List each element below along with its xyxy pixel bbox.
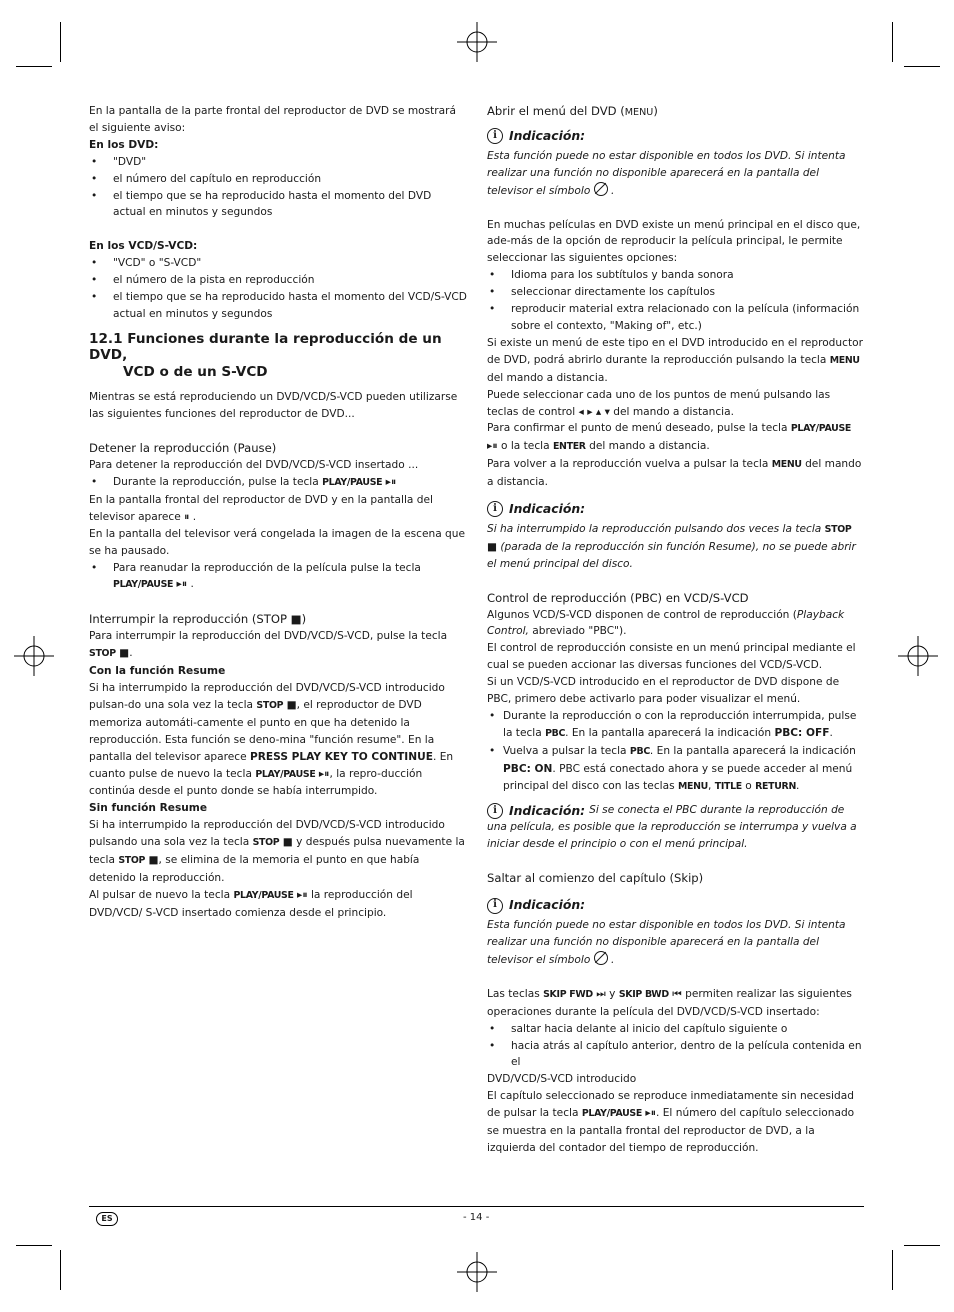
pbc-text: Si un VCD/S-VCD introducido en el reproductor de DVD dispone de PBC, primero debe activarlo para poder visualizar el menú. xyxy=(487,676,840,706)
note-text: Si ha interrumpido la reproducción pulsando dos veces la tecla STOP ■ (parada de la reproducción sin función Resume), no se puede abrir el menú principal del disco. xyxy=(487,522,856,570)
menu-heading: Abrir el menú del DVD (MENU) xyxy=(487,104,658,118)
menu-text: Puede seleccionar cada uno de los puntos de menú pulsando las teclas de control ◂ ▸ ▴ ▾ del mando a distancia. xyxy=(487,388,831,418)
skip-text: DVD/VCD/S-VCD introducido xyxy=(487,1073,637,1086)
dvd-heading: En los DVD: xyxy=(89,138,159,151)
info-icon: i xyxy=(487,803,503,819)
crop-mark xyxy=(60,1250,61,1290)
right-column xyxy=(487,103,864,1157)
stop-icon: ■ xyxy=(286,698,297,711)
list-item: • Para reanudar la reproducción de la película pulse la tecla PLAY/PAUSE ▸⏸ . xyxy=(89,560,467,595)
list-item: • Vuelva a pulsar la tecla PBC. En la pantalla aparecerá la indicación PBC: ON. PBC está conectado ahora y se puede acceder al menú principal del disco con las teclas MENU, TITLE o RETURN. xyxy=(487,743,864,796)
crop-mark xyxy=(16,66,52,67)
menu-text: Para confirmar el punto de menú deseado, pulse la tecla PLAY/PAUSE ▸⏸ o la tecla ENTER del mando a distancia. xyxy=(487,422,852,453)
crop-mark xyxy=(16,1245,52,1246)
note-inline: i Indicación: Si se conecta el PBC durante la reproducción de una película, es posible que la reproducción se interrumpa y vuelva a iniciar desde el principio o con el menú principal. xyxy=(487,802,857,851)
list-item: • hacia atrás al capítulo anterior, dentro de la película contenida en el xyxy=(487,1038,864,1072)
note-heading: i Indicación: xyxy=(487,501,864,518)
note-heading: i Indicación: xyxy=(487,128,864,145)
footer-divider xyxy=(89,1206,864,1207)
again-text: Al pulsar de nuevo la tecla PLAY/PAUSE ▸⏸ la reproducción del DVD/VCD/ S-VCD insertado comienza desde el principio. xyxy=(89,888,413,919)
stop-text: Para interrumpir la reproducción del DVD/VCD/S-VCD, pulse la tecla STOP ■. xyxy=(89,630,448,660)
arrow-keys-icon: ◂ ▸ ▴ ▾ xyxy=(578,405,610,418)
vcd-heading: En los VCD/S-VCD: xyxy=(89,240,198,253)
skip-text: Las teclas SKIP FWD ⏭ y SKIP BWD ⏮ permiten realizar las siguientes operaciones durante la película del DVD/VCD/S-VCD insertado: xyxy=(487,987,852,1018)
crop-mark xyxy=(892,22,893,62)
pause-text: En la pantalla del televisor verá congelada la imagen de la escena que se ha pausado. xyxy=(89,527,466,557)
note-text: Esta función puede no estar disponible en todos los DVD. Si intenta realizar una función no disponible aparecerá en la pantalla del televisor el símbolo . xyxy=(487,919,846,966)
registration-mark-icon xyxy=(457,22,497,62)
menu-text: Si existe un menú de este tipo en el DVD introducido en el reproductor de DVD, podrá abrirlo durante la reproducción pulsando la tecla MENU del mando a distancia. xyxy=(487,336,863,384)
play-pause-icon: ▸⏸ xyxy=(297,888,308,901)
prohibited-icon xyxy=(594,182,608,196)
prohibited-icon xyxy=(594,951,608,965)
info-icon: i xyxy=(487,501,503,517)
pbc-text: Algunos VCD/S-VCD disponen de control de reproducción (Playback Control, abreviado "PBC"). xyxy=(487,608,845,638)
note-text: Esta función puede no estar disponible en todos los DVD. Si intenta realizar una función no disponible aparecerá en la pantalla del televisor el símbolo . xyxy=(487,149,846,197)
stop-icon: ■ xyxy=(487,540,498,553)
section-intro: Mientras se está reproduciendo un DVD/VCD/S-VCD pueden utilizarse las siguientes funciones del reproductor de DVD... xyxy=(89,391,458,421)
note-heading: i Indicación: xyxy=(487,897,864,914)
pause-heading: Detener la reproducción (Pause) xyxy=(89,441,277,456)
list-item: • Idioma para los subtítulos y banda sonora xyxy=(487,267,864,284)
crop-mark xyxy=(904,66,940,67)
noresume-text: Si ha interrumpido la reproducción del DVD/VCD/S-VCD introducido pulsando una sola vez la tecla STOP ■ y después pulsa nuevamente la tecla STOP ■, se elimina de la memoria el punto en que había detenido la reproducción. xyxy=(89,819,465,884)
crop-mark xyxy=(892,1250,893,1290)
stop-icon: ■ xyxy=(282,836,293,849)
list-item: • el tiempo que se ha reproducido hasta el momento del VCD/S-VCD actual en minutos y segundos xyxy=(89,289,467,323)
skip-forward-icon: ⏭ xyxy=(596,987,606,1000)
language-badge: ES xyxy=(96,1212,118,1226)
list-item: • Durante la reproducción, pulse la tecla PLAY/PAUSE ▸⏸ xyxy=(89,474,467,492)
menu-text: Para volver a la reproducción vuelva a pulsar la tecla MENU del mando a distancia. xyxy=(487,458,862,489)
left-column xyxy=(89,103,467,922)
registration-mark-icon xyxy=(898,636,938,676)
pause-icon: ⏸ xyxy=(184,510,190,523)
list-item: • seleccionar directamente los capítulos xyxy=(487,284,864,301)
info-icon: i xyxy=(487,128,503,144)
info-icon: i xyxy=(487,898,503,914)
page-number: - 14 - xyxy=(463,1212,490,1223)
list-item: • "DVD" xyxy=(89,154,467,171)
stop-icon: ■ xyxy=(119,647,130,660)
crop-mark xyxy=(904,1245,940,1246)
stop-icon: ■ xyxy=(290,612,302,627)
registration-mark-icon xyxy=(457,1252,497,1292)
stop-icon: ■ xyxy=(148,854,159,867)
skip-text: El capítulo seleccionado se reproduce inmediatamente sin necesidad de pulsar la tecla PLAY/PAUSE ▸⏸. El número del capítulo seleccionado se muestra en la pantalla frontal del reproductor de DVD, a la izquierda del contador del tiempo de reproducción. xyxy=(487,1090,855,1154)
skip-backward-icon: ⏮ xyxy=(672,987,682,1000)
skip-heading: Saltar al comienzo del capítulo (Skip) xyxy=(487,871,704,886)
play-pause-icon: ▸⏸ xyxy=(318,767,330,780)
play-pause-icon: ▸⏸ xyxy=(176,578,188,591)
pause-text: En la pantalla frontal del reproductor de DVD y en la pantalla del televisor aparece ⏸ . xyxy=(89,493,433,523)
play-pause-icon: ▸⏸ xyxy=(487,440,498,453)
pbc-heading: Control de reproducción (PBC) en VCD/S-VCD xyxy=(487,590,749,605)
pause-text: Para detener la reproducción del DVD/VCD/S-VCD insertado ... xyxy=(89,459,419,472)
stop-heading: Interrumpir la reproducción (STOP ■) xyxy=(89,612,307,627)
pbc-text: El control de reproducción consiste en un menú principal mediante el cual se pueden accionar las diversas funciones del VCD/S-VCD. xyxy=(487,642,856,672)
list-item: • reproducir material extra relacionado con la película (información sobre el contexto, "Making of", etc.) xyxy=(487,301,864,335)
list-item: • el número del capítulo en reproducción xyxy=(89,171,467,188)
play-pause-icon: ▸⏸ xyxy=(385,476,397,488)
resume-text: Si ha interrumpido la reproducción del DVD/VCD/S-VCD introducido pulsan-do una sola vez la tecla STOP ■, el reproductor de DVD memoriza automáti-camente el punto en que ha detenido la reproducción. Esta función se deno-mina "función resume". En la pantalla del televisor aparece PRESS PLAY KEY TO CONTINUE. En cuanto pulse de nuevo la tecla PLAY/PAUSE ▸⏸, la repro-ducción continúa desde el punto donde se había interrumpido. xyxy=(89,681,454,798)
list-item: • saltar hacia delante al inicio del capítulo siguiente o xyxy=(487,1021,864,1038)
list-item: • el número de la pista en reproducción xyxy=(89,272,467,289)
noresume-heading: Sin función Resume xyxy=(89,802,208,815)
crop-mark xyxy=(60,22,61,62)
resume-heading: Con la función Resume xyxy=(89,665,226,678)
intro-text: En la pantalla de la parte frontal del reproductor de DVD se mostrará el siguiente aviso: xyxy=(89,105,456,134)
menu-text: En muchas películas en DVD existe un menú principal en el disco que, ade-más de la opción de reproducir la película principal, le permite seleccionar las siguientes opciones: xyxy=(487,218,861,265)
section-title: 12.1 Funciones durante la reproducción de un DVD, VCD o de un S-VCD xyxy=(89,330,442,380)
list-item: • Durante la reproducción o con la reproducción interrumpida, pulse la tecla PBC. En la pantalla aparecerá la indicación PBC: OFF. xyxy=(487,708,864,743)
play-pause-icon: ▸⏸ xyxy=(645,1107,656,1120)
list-item: • el tiempo que se ha reproducido hasta el momento del DVD actual en minutos y segundos xyxy=(89,188,467,222)
list-item: • "VCD" o "S-VCD" xyxy=(89,255,467,272)
registration-mark-icon xyxy=(14,636,54,676)
